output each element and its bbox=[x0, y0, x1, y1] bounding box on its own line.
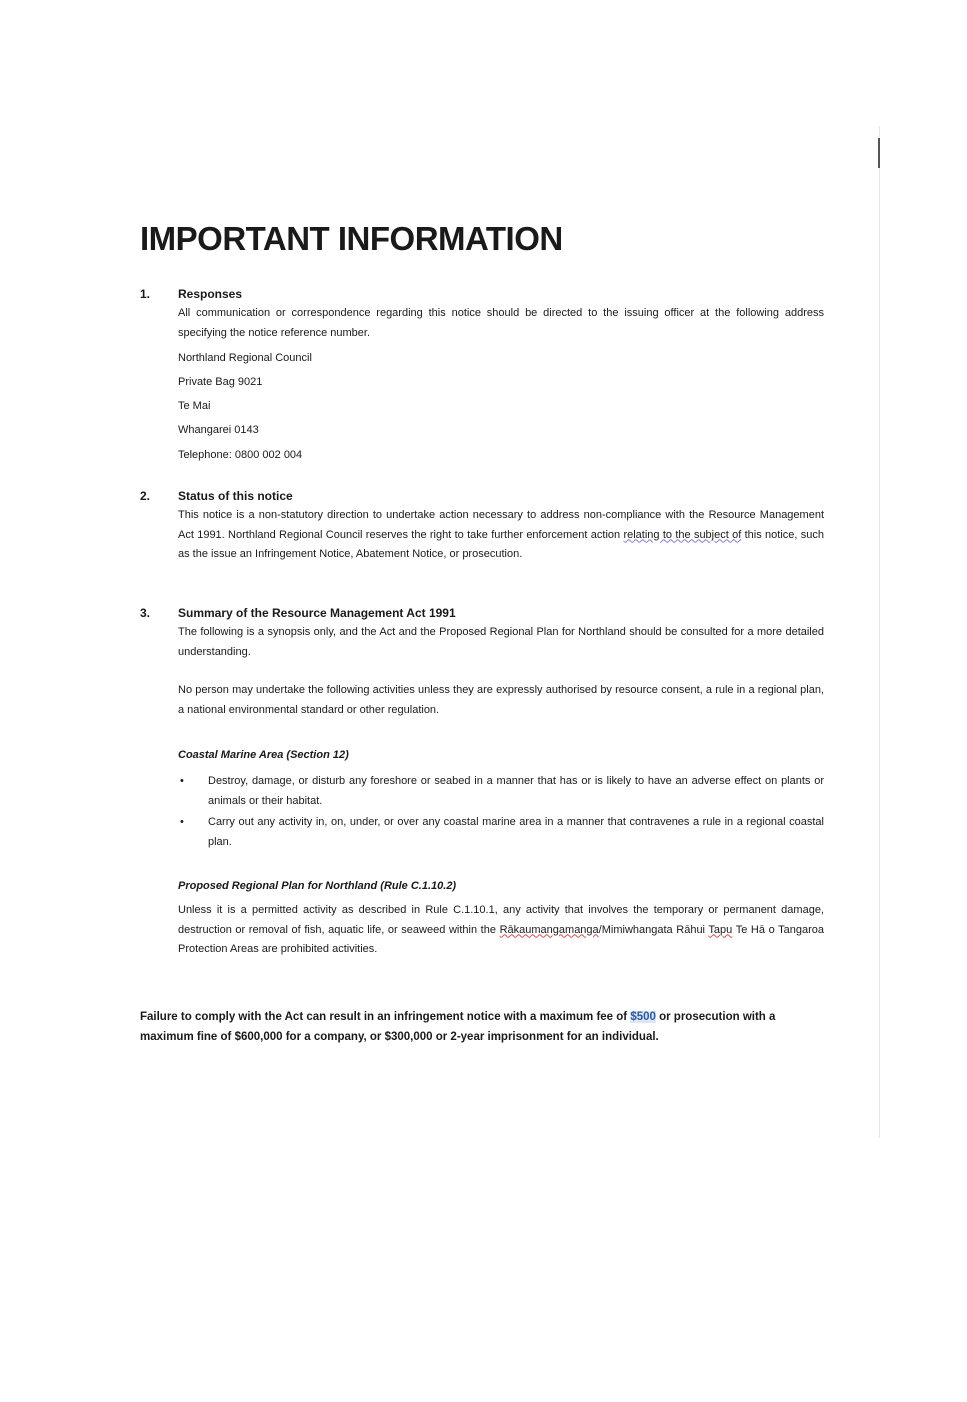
section-3-para-1: The following is a synopsis only, and the Act and the Proposed Regional Plan for Northland should be consulted for a more detailed understanding. bbox=[178, 626, 824, 658]
section-1-heading: Responses bbox=[178, 287, 243, 301]
address-line-city: Whangarei 0143 bbox=[178, 424, 259, 436]
list-item: • Destroy, damage, or disturb any foreshore or seabed in a manner that has or is likely to have an adverse effect on plants or animals or their habitat. bbox=[178, 772, 824, 811]
highlighted-amount[interactable]: $500 bbox=[630, 1011, 656, 1023]
subsection-coastal-heading: Coastal Marine Area (Section 12) bbox=[178, 749, 349, 761]
grammar-flag[interactable]: relating to the subject of bbox=[623, 528, 742, 541]
section-3-number: 3. bbox=[140, 606, 151, 620]
coastal-bullet-list bbox=[178, 772, 824, 854]
spelling-flag[interactable]: Tapu bbox=[708, 923, 733, 936]
subsection-plan-heading: Proposed Regional Plan for Northland (Rule C.1.10.2) bbox=[178, 880, 457, 892]
list-item: • Carry out any activity in, on, under, or over any coastal marine area in a manner that contravenes a rule in a regional coastal plan. bbox=[178, 813, 824, 852]
page-edge bbox=[879, 126, 880, 1138]
spelling-flag[interactable]: Rākaumangamanga bbox=[499, 923, 599, 936]
text-cursor bbox=[878, 138, 880, 168]
address-line-phone: Telephone: 0800 002 004 bbox=[178, 449, 303, 461]
section-2-number: 2. bbox=[140, 489, 151, 503]
section-1-number: 1. bbox=[140, 287, 151, 301]
subsection-plan-body: Unless it is a permitted activity as described in Rule C.1.10.1, any activity that involves the temporary or permanent damage, destruction or removal of fish, aquatic life, or seaweed within the Rākaumangamanga/Mimiwhangata Rāhui Tapu Te Hā o Tangaroa Protection Areas are prohibited activities. bbox=[178, 904, 824, 955]
section-1-intro: All communication or correspondence regarding this notice should be directed to the issuing officer at the following address specifying the notice reference number. bbox=[178, 307, 824, 339]
address-line-locality: Te Mai bbox=[178, 400, 211, 412]
bullet-icon: • bbox=[180, 816, 184, 828]
address-line-org: Northland Regional Council bbox=[178, 352, 312, 364]
section-2-body: This notice is a non-statutory direction to undertake action necessary to address non-compliance with the Resource Management Act 1991. Northland Regional Council reserves the right to take further enforcement action relating to the subject of this notice, such as the issue an Infringement Notice, Abatement Notice, or prosecution. bbox=[178, 509, 825, 560]
bullet-icon: • bbox=[180, 775, 184, 787]
section-2-heading: Status of this notice bbox=[178, 489, 293, 503]
address-line-bag: Private Bag 9021 bbox=[178, 376, 263, 388]
compliance-warning: Failure to comply with the Act can result in an infringement notice with a maximum fee of $500 or prosecution with a maximum fine of $600,000 for a company, or $300,000 or 2-year imprisonment for an individual. bbox=[140, 1011, 776, 1043]
page-title: IMPORTANT INFORMATION bbox=[140, 220, 563, 257]
section-3-para-2: No person may undertake the following activities unless they are expressly authorised by resource consent, a rule in a regional plan, a national environmental standard or other regulation. bbox=[178, 684, 824, 716]
section-3-heading: Summary of the Resource Management Act 1991 bbox=[178, 606, 456, 620]
